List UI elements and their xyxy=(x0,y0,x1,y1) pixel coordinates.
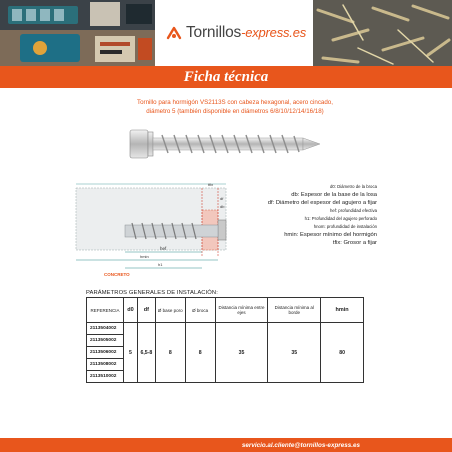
value-hmin: 80 xyxy=(321,323,364,383)
header-d0: d0 xyxy=(123,298,137,323)
table-header-row xyxy=(87,298,364,323)
brand-accent: -express.es xyxy=(241,25,307,40)
label-df: df xyxy=(220,196,224,201)
diagram-legend xyxy=(232,183,377,247)
screws-photo-image xyxy=(313,0,452,66)
band-title: Ficha técnica xyxy=(183,68,269,85)
value-col5: 35 xyxy=(215,323,268,383)
screw-illustration xyxy=(128,122,328,166)
legend-db: db: Espesor de la base de la losa xyxy=(291,192,377,198)
legend-df: df: Diámetro del espesor del agujero a fijar xyxy=(267,200,377,206)
tools-photo-image xyxy=(0,0,155,66)
brand-main: Tornillos xyxy=(186,24,242,41)
value-col3: 8 xyxy=(155,323,185,383)
screw-image xyxy=(128,122,328,171)
installation-diagram xyxy=(70,180,240,285)
legend-hef: hef: profundidad efectiva xyxy=(329,208,377,213)
label-db: db xyxy=(220,204,225,209)
header-col6: Distancia mínima al borde xyxy=(268,298,321,323)
brand-logo-icon xyxy=(165,25,183,41)
legend-h1: h1: Profundidad del agujero perforado xyxy=(304,216,377,221)
description-line-1: Tornillo para hormigón VS2113S con cabeza hexagonal, acero cincado, xyxy=(137,99,333,106)
value-col6: 35 xyxy=(268,323,321,383)
legend-d0: d0: Diámetro de la broca xyxy=(329,184,377,189)
table-row xyxy=(87,323,364,335)
params-title: PARÁMETROS GENERALES DE INSTALACIÓN: xyxy=(86,290,218,296)
brand-logo-area xyxy=(155,0,313,66)
installation-diagram-drawing xyxy=(70,180,240,280)
header-reference: REFERENCIA xyxy=(87,298,124,323)
legend-tfix: tfix: Grosor a fijar xyxy=(332,240,377,246)
legend-hnom: hnom: profundidad de instalación xyxy=(313,224,377,229)
label-h1: h1 xyxy=(158,262,163,267)
description-line-2: diámetro 5 (también disponible en diámetros 6/8/10/12/14/16/18) xyxy=(146,108,324,115)
product-description xyxy=(100,98,370,116)
label-tfix: tfix xyxy=(208,182,214,187)
header xyxy=(0,0,452,66)
tools-photo xyxy=(0,0,155,66)
reference-code: 2113505002 xyxy=(87,335,124,347)
value-col4: 8 xyxy=(185,323,215,383)
params-table xyxy=(86,297,364,383)
legend-hmin: hmin: Espesor mínimo del hormigón xyxy=(284,232,377,238)
brand-name xyxy=(186,24,306,42)
screws-photo xyxy=(313,0,452,66)
reference-code: 2113504002 xyxy=(87,323,124,335)
header-df: df xyxy=(137,298,155,323)
label-hef: hef xyxy=(160,246,167,251)
reference-code: 2113508002 xyxy=(87,359,124,371)
header-col4: Ø broca xyxy=(185,298,215,323)
reference-code: 2113510002 xyxy=(87,371,124,383)
footer-band xyxy=(0,438,452,452)
header-col5: Distancia mínima entre ejes xyxy=(215,298,268,323)
header-hmin: hmin xyxy=(321,298,364,323)
value-df: 6,5-8 xyxy=(137,323,155,383)
footer-email-link[interactable]: servicio.al.cliente@tornillos-express.es xyxy=(241,441,360,449)
title-band xyxy=(0,66,452,88)
label-concrete: CONCRETO xyxy=(104,272,130,277)
label-hmin: hmin xyxy=(140,254,149,259)
header-col3: Ø base poro xyxy=(155,298,185,323)
value-d0: 5 xyxy=(123,323,137,383)
reference-code: 2113506002 xyxy=(87,347,124,359)
